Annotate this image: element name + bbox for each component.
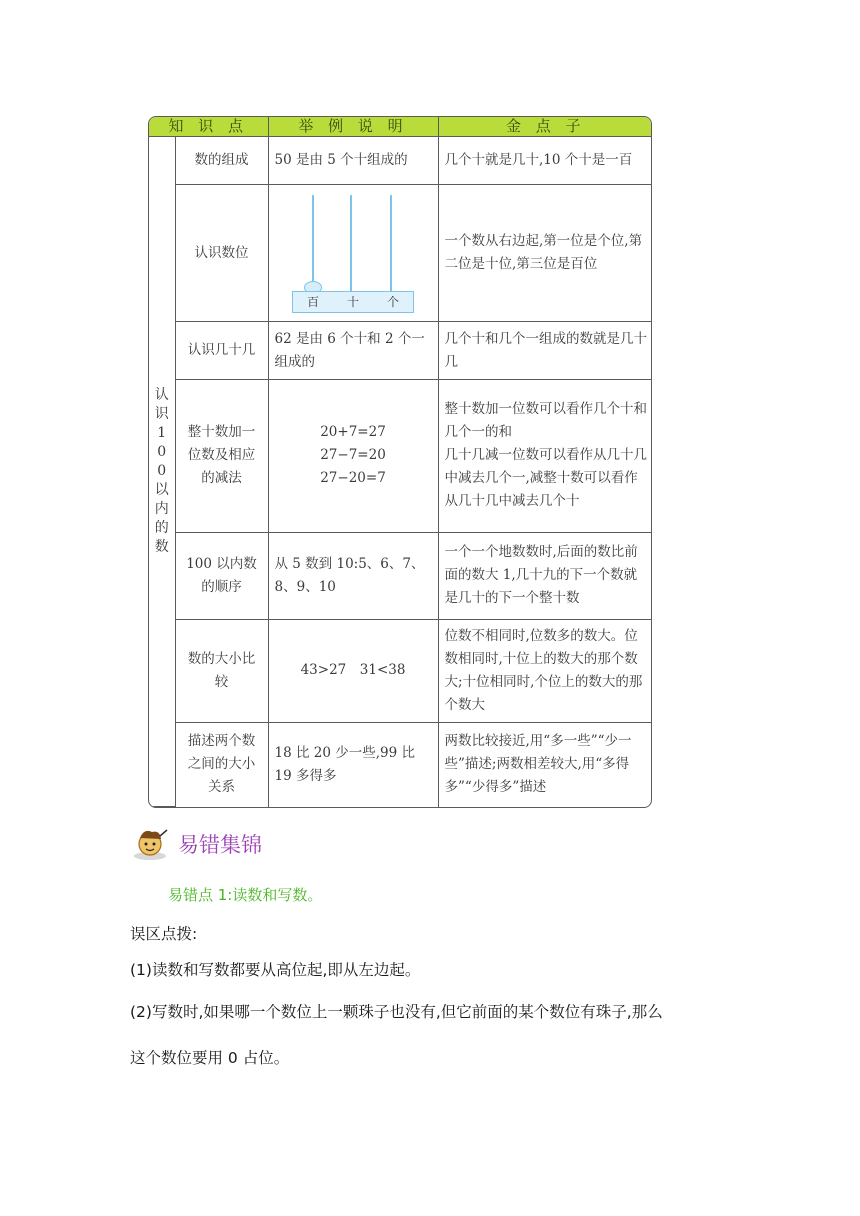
topic-cell: 100 以内数的顺序 (175, 532, 268, 619)
topic-cell: 认识几十几 (175, 321, 268, 379)
abacus-illustration (292, 195, 414, 311)
table-header-row (149, 117, 652, 137)
abacus-label-ones: 个 (387, 294, 400, 309)
abacus-label-hundreds: 百 (307, 294, 320, 309)
tip-cell: 一个一个地数数时,后面的数比前面的数大 1,几十九的下一个数就是几十的下一个整十数 (438, 532, 652, 619)
table-row (149, 722, 652, 806)
example-cell: 62 是由 6 个十和 2 个一组成的 (268, 321, 438, 379)
example-cell: 从 5 数到 10:5、6、7、8、9、10 (268, 532, 438, 619)
table-row (149, 321, 652, 379)
header-example: 举 例 说 明 (268, 117, 438, 137)
topic-cell: 数的组成 (175, 137, 268, 185)
hint-line-2: (2)写数时,如果哪一个数位上一颗珠子也没有,但它前面的某个数位有珠子,那么 (130, 1003, 663, 1021)
example-cell: 18 比 20 少一些,99 比 19 多得多 (268, 722, 438, 806)
header-knowledge: 知 识 点 (149, 117, 268, 137)
formula: 27−20=7 (320, 470, 386, 487)
tip-cell: 两数比较接近,用“多一些”“少一些”描述;两数相差较大,用“多得多”“少得多”描述 (438, 722, 652, 806)
table-row (149, 380, 652, 533)
topic-cell: 描述两个数之间的大小关系 (175, 722, 268, 806)
tip-cell: 整十数加一位数可以看作几个十和几个一的和 几十几减一位数可以看作从几十几中减去几个一,减整十数可以看作从几十几中减去几个十 (438, 380, 652, 533)
abacus-base (292, 291, 414, 313)
topic-cell: 整十数加一位数及相应的减法 (175, 380, 268, 533)
topic-cell: 认识数位 (175, 185, 268, 322)
hint-line-3: 这个数位要用 0 占位。 (130, 1049, 290, 1067)
tip-cell: 位数不相同时,位数多的数大。位数相同时,十位上的数大的那个数大;十位相同时,个位上的数大的那个数大 (438, 620, 652, 722)
formula: 20+7=27 (320, 424, 386, 441)
tip-cell: 一个数从右边起,第一位是个位,第二位是十位,第三位是百位 (438, 185, 652, 322)
hint-label: 误区点拨: (130, 925, 198, 943)
example-cell-abacus (268, 185, 438, 322)
mistake-point: 易错点 1:读数和写数。 (168, 886, 323, 904)
tip-cell: 几个十和几个一组成的数就是几十几 (438, 321, 652, 379)
table-row (149, 137, 652, 185)
example-cell: 50 是由 5 个十组成的 (268, 137, 438, 185)
section-title: 易错集锦 (178, 833, 262, 857)
formula: 27−7=20 (320, 447, 386, 464)
section-header (130, 826, 262, 862)
example-cell-formulas (268, 380, 438, 533)
group-label: 认识100以内的数 (154, 387, 169, 556)
knowledge-table (149, 117, 652, 807)
knowledge-table-frame (148, 116, 652, 808)
tip-cell: 几个十就是几十,10 个十是一百 (438, 137, 652, 185)
table-row (149, 532, 652, 619)
group-label-cell (149, 137, 175, 807)
example-cell: 43>27 31<38 (268, 620, 438, 722)
abacus-label-tens: 十 (347, 294, 360, 309)
hint-line-1: (1)读数和写数都要从高位起,即从左边起。 (130, 961, 421, 979)
topic-cell: 数的大小比较 (175, 620, 268, 722)
table-row (149, 620, 652, 722)
header-tip: 金 点 子 (438, 117, 652, 137)
table-row (149, 185, 652, 322)
mascot-icon (130, 826, 170, 862)
